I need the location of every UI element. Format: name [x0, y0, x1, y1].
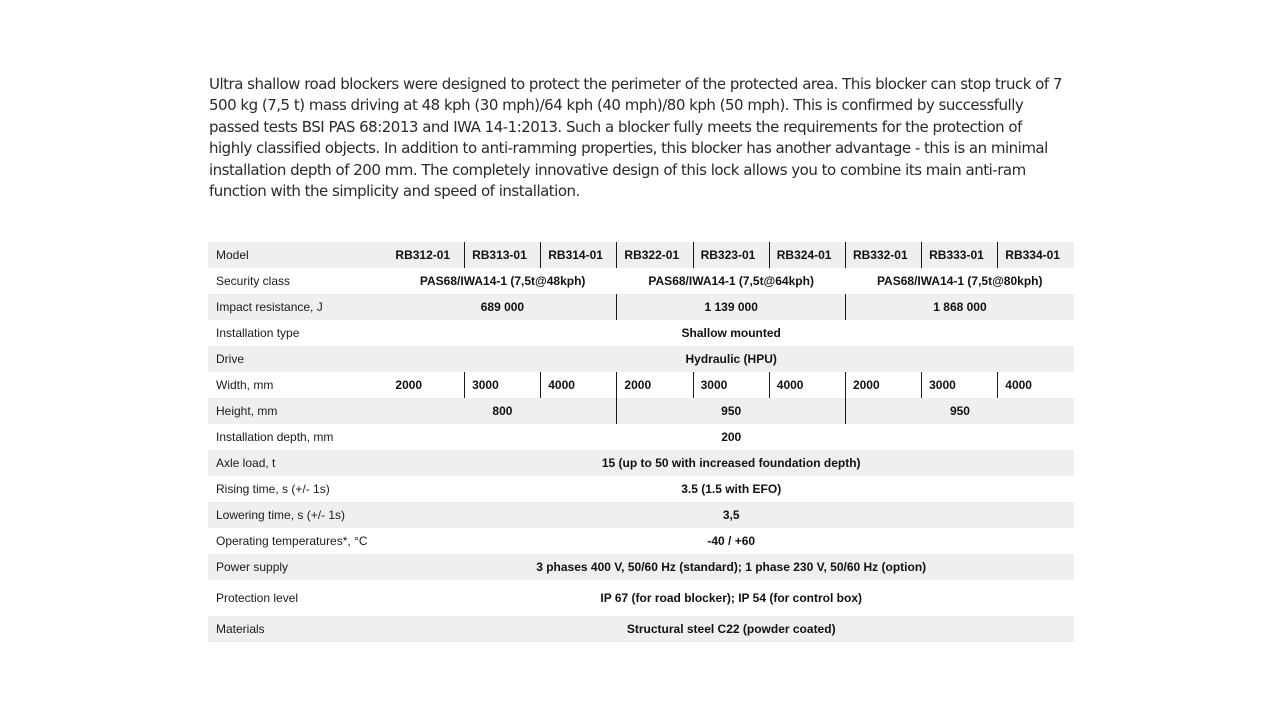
table-row-installation-type: [208, 320, 1074, 346]
table-row-materials: [208, 616, 1074, 642]
table-row-protection: [208, 580, 1074, 616]
width-cell: 2000: [395, 378, 423, 392]
impact-cell: 689 000: [388, 294, 617, 320]
row-label: Operating temperatures*, °C: [216, 534, 368, 548]
row-label: Protection level: [216, 591, 299, 605]
drive-cell: Hydraulic (HPU): [388, 346, 1074, 372]
row-label: Security class: [216, 274, 291, 288]
security-class-cell: PAS68/IWA14-1 (7,5t@48kph): [419, 274, 586, 288]
width-cell: 3000: [465, 372, 541, 398]
model-cell: RB314-01: [541, 242, 617, 268]
model-cell: RB333-01: [922, 242, 998, 268]
table-row-model: [208, 242, 1074, 268]
row-label: Installation depth, mm: [216, 430, 334, 444]
width-cell: 4000: [541, 372, 617, 398]
table-row-security-class: [208, 268, 1074, 294]
row-label: Width, mm: [216, 378, 274, 392]
axle-cell: 15 (up to 50 with increased foundation depth): [388, 450, 1074, 476]
rising-cell: 3.5 (1.5 with EFO): [681, 482, 782, 496]
width-cell: 4000: [998, 372, 1074, 398]
height-cell: 800: [388, 398, 617, 424]
materials-cell: Structural steel C22 (powder coated): [388, 616, 1074, 642]
table-row-drive: [208, 346, 1074, 372]
security-class-cell: PAS68/IWA14-1 (7,5t@64kph): [648, 274, 814, 288]
row-label: Model: [208, 242, 388, 268]
table-row-depth: [208, 424, 1074, 450]
table-row-axle: [208, 450, 1074, 476]
row-label: Drive: [208, 346, 388, 372]
impact-cell: 1 868 000: [845, 294, 1074, 320]
table-row-height: [208, 398, 1074, 424]
depth-cell: 200: [721, 430, 742, 444]
security-class-cell: PAS68/IWA14-1 (7,5t@80kph): [876, 274, 1043, 288]
row-label: Installation type: [216, 326, 300, 340]
model-cell: RB332-01: [845, 242, 921, 268]
row-label: Axle load, t: [208, 450, 388, 476]
lowering-cell: 3,5: [388, 502, 1074, 528]
row-label: Materials: [208, 616, 388, 642]
model-cell: RB313-01: [465, 242, 541, 268]
width-cell: 3000: [693, 372, 769, 398]
intro-paragraph: Ultra shallow road blockers were designed to protect the perimeter of the protected area. This blocker can stop truck of 7 500 kg (7,5 t) mass driving at 48 kph (30 mph)/64 kph (40 mph)/80 kph (50 mph). This is confirmed by successfully passed tests BSI PAS 68:2013 and IWA 14-1:2013. Such a blocker fully meets the requirements for the protection of highly classified objects. In addition to anti-ramming properties, this blocker has another advantage - this is an minimal installation depth of 200 mm. The completely innovative design of this lock allows you to combine its main anti-ram function with the simplicity and speed of installation.: [209, 75, 1062, 201]
protection-cell: IP 67 (for road blocker); IP 54 (for control box): [600, 591, 862, 605]
width-cell: 2000: [845, 372, 921, 398]
width-cell: 2000: [617, 372, 693, 398]
model-cell: RB323-01: [693, 242, 769, 268]
model-cell: RB324-01: [769, 242, 845, 268]
power-cell: 3 phases 400 V, 50/60 Hz (standard); 1 phase 230 V, 50/60 Hz (option): [388, 554, 1074, 580]
table-row-width: [208, 372, 1074, 398]
temperatures-cell: -40 / +60: [707, 534, 756, 548]
impact-cell: 1 139 000: [617, 294, 846, 320]
table-row-power: [208, 554, 1074, 580]
row-label: Lowering time, s (+/- 1s): [208, 502, 388, 528]
height-cell: 950: [617, 398, 846, 424]
table-row-impact: [208, 294, 1074, 320]
width-cell: 3000: [922, 372, 998, 398]
row-label: Impact resistance, J: [208, 294, 388, 320]
height-cell: 950: [845, 398, 1074, 424]
model-cell: RB322-01: [617, 242, 693, 268]
table-row-rising: [208, 476, 1074, 502]
spec-table: [208, 242, 1074, 642]
model-cell: RB334-01: [998, 242, 1074, 268]
installation-type-cell: Shallow mounted: [681, 326, 781, 340]
table-row-temperatures: [208, 528, 1074, 554]
width-cell: 4000: [769, 372, 845, 398]
table-row-lowering: [208, 502, 1074, 528]
row-label: Height, mm: [208, 398, 388, 424]
model-cell: RB312-01: [388, 242, 464, 268]
row-label: Power supply: [208, 554, 388, 580]
row-label: Rising time, s (+/- 1s): [216, 482, 330, 496]
